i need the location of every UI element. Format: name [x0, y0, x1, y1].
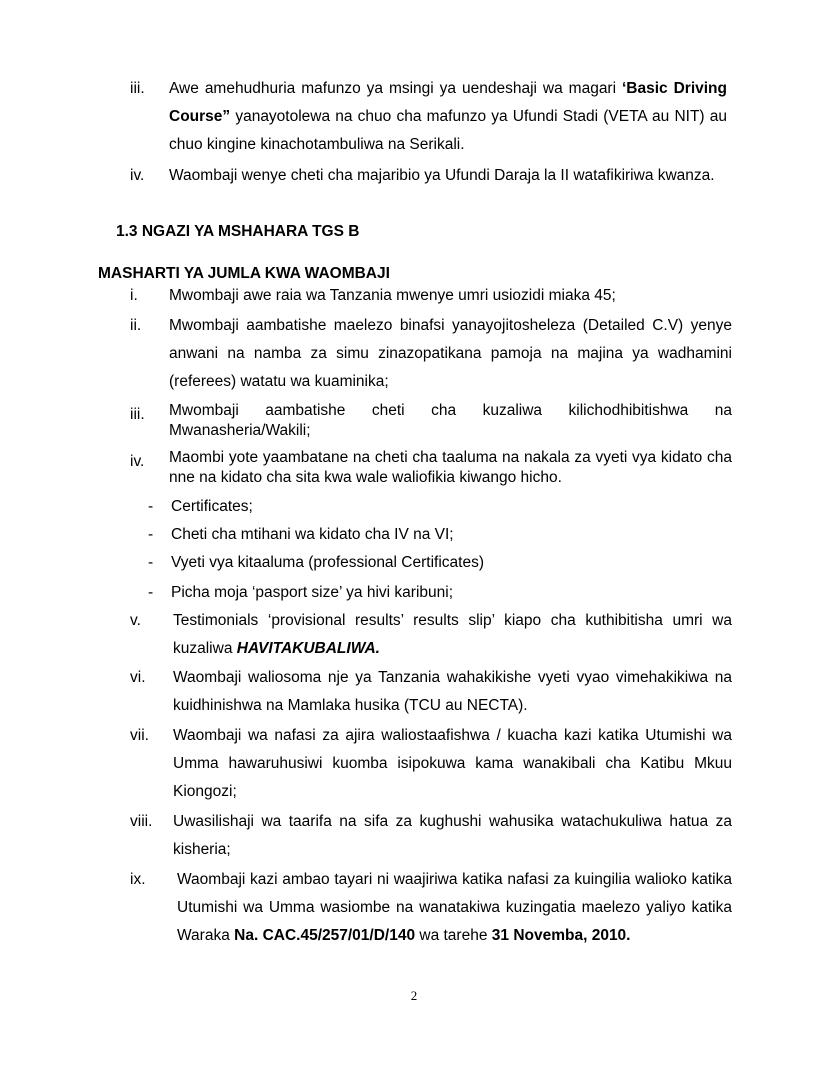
bullet-dash: - — [148, 498, 154, 515]
list-number: v. — [130, 612, 141, 629]
list-number: vii. — [130, 727, 149, 744]
bullet-dash: - — [148, 554, 154, 571]
list-number: iv. — [130, 167, 145, 184]
list-text: Mwombaji aambatishe cheti cha kuzaliwa kilichodhibitishwa na Mwanasheria/Wakili; — [169, 402, 732, 439]
list-text: Awe amehudhuria mafunzo ya msingi ya uendeshaji wa magari ‘Basic Driving Course” yanayotolewa na chuo cha mafunzo ya Ufundi Stadi (VETA au NIT) au chuo kingine kinachotambuliwa na Serikali. — [169, 80, 727, 153]
bullet-text: Vyeti vya kitaaluma (professional Certificates) — [171, 554, 484, 571]
bullet-dash: - — [148, 584, 154, 601]
emphasis-text: HAVITAKUBALIWA. — [236, 640, 380, 657]
bold-text: 31 Novemba, 2010. — [491, 927, 631, 944]
list-number: iv. — [130, 453, 145, 470]
list-text: Waombaji wenye cheti cha majaribio ya Ufundi Daraja la II watafikiriwa kwanza. — [169, 167, 715, 184]
bold-text: ‘Basic Driving Course” — [169, 80, 727, 125]
bullet-text: Cheti cha mtihani wa kidato cha IV na VI; — [171, 526, 454, 543]
list-text: Mwombaji aambatishe maelezo binafsi yanayojitosheleza (Detailed C.V) yenye anwani na namba za simu zinazopatikana pamoja na majina ya wadhamini (referees) watatu wa kuaminika; — [169, 317, 732, 390]
list-text: Testimonials ‘provisional results’ results slip’ kiapo cha kuthibitisha umri wa kuzaliwa HAVITAKUBALIWA. — [173, 612, 732, 657]
list-number: ii. — [130, 317, 142, 334]
list-number: iii. — [130, 80, 145, 97]
general-conditions-heading: MASHARTI YA JUMLA KWA WAOMBAJI — [98, 265, 390, 282]
list-text: Maombi yote yaambatane na cheti cha taaluma na nakala za vyeti vya kidato cha nne na kidato cha sita kwa wale waliofikia kiwango hicho. — [169, 449, 732, 486]
list-text: Waombaji kazi ambao tayari ni waajiriwa katika nafasi za kuingilia walioko katika Utumishi wa Umma wasiombe na wanatakiwa kuzingatia maelezo yaliyo katika Waraka Na. CAC.45/257/01/D/140 wa tarehe 31 Novemba, 2010. — [177, 871, 732, 944]
list-text: Mwombaji awe raia wa Tanzania mwenye umri usiozidi miaka 45; — [169, 287, 616, 304]
section-heading: 1.3 NGAZI YA MSHAHARA TGS B — [116, 223, 360, 240]
list-number: i. — [130, 287, 138, 304]
list-number: ix. — [130, 871, 146, 888]
list-text: Waombaji wa nafasi za ajira waliostaafishwa / kuacha kazi katika Utumishi wa Umma hawaruhusiwi kuomba isipokuwa kama wanakibali cha Katibu Mkuu Kiongozi; — [173, 727, 732, 800]
bullet-text: Certificates; — [171, 498, 253, 515]
list-number: viii. — [130, 813, 153, 830]
bullet-text: Picha moja ‘pasport size’ ya hivi karibuni; — [171, 584, 453, 601]
bullet-dash: - — [148, 526, 154, 543]
page-number: 2 — [410, 988, 418, 1003]
list-number: vi. — [130, 669, 146, 686]
bold-text: Na. CAC.45/257/01/D/140 — [234, 927, 416, 944]
list-text: Waombaji waliosoma nje ya Tanzania wahakikishe vyeti vyao vimehakikiwa na kuidhinishwa na Mamlaka husika (TCU au NECTA). — [173, 669, 732, 714]
list-text: Uwasilishaji wa taarifa na sifa za kughushi wahusika watachukuliwa hatua za kisheria; — [173, 813, 732, 858]
list-number: iii. — [130, 406, 145, 423]
